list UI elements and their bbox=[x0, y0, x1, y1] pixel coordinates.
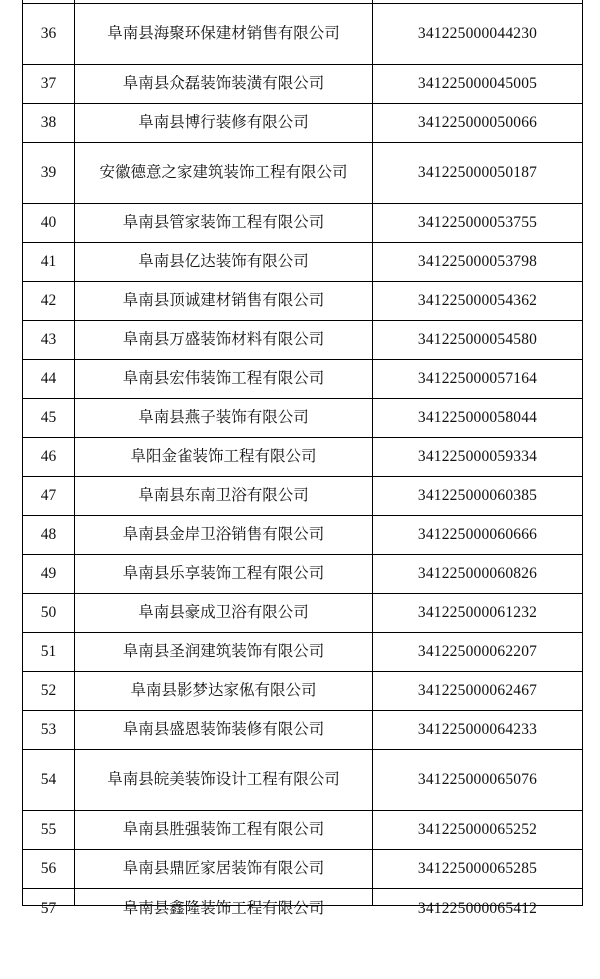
row-enterprise-name: 阜南县圣润建筑装饰有限公司 bbox=[75, 633, 373, 672]
table-row bbox=[23, 4, 583, 65]
row-index: 56 bbox=[23, 850, 75, 889]
enterprise-list-table bbox=[22, 0, 583, 917]
row-index: 52 bbox=[23, 672, 75, 711]
row-index: 43 bbox=[23, 321, 75, 360]
table-row bbox=[23, 243, 583, 282]
row-index: 48 bbox=[23, 516, 75, 555]
row-credit-code: 341225000060826 bbox=[373, 555, 583, 594]
row-index: 54 bbox=[23, 750, 75, 811]
row-enterprise-name: 阜南县影梦达家俬有限公司 bbox=[75, 672, 373, 711]
row-index: 51 bbox=[23, 633, 75, 672]
table-row bbox=[23, 555, 583, 594]
row-credit-code: 341225000061232 bbox=[373, 594, 583, 633]
row-credit-code: 341225000065252 bbox=[373, 811, 583, 850]
row-enterprise-name: 阜南县胜强装饰工程有限公司 bbox=[75, 811, 373, 850]
row-enterprise-name: 阜阳金雀装饰工程有限公司 bbox=[75, 438, 373, 477]
row-credit-code: 341225000060385 bbox=[373, 477, 583, 516]
row-index: 40 bbox=[23, 204, 75, 243]
row-enterprise-name: 阜南县豪成卫浴有限公司 bbox=[75, 594, 373, 633]
row-credit-code: 341225000053798 bbox=[373, 243, 583, 282]
row-index: 53 bbox=[23, 711, 75, 750]
row-index: 38 bbox=[23, 104, 75, 143]
table-row bbox=[23, 672, 583, 711]
table-row bbox=[23, 143, 583, 204]
row-enterprise-name: 阜南县鼎匠家居装饰有限公司 bbox=[75, 850, 373, 889]
row-credit-code: 341225000050187 bbox=[373, 143, 583, 204]
row-enterprise-name: 阜南县亿达装饰有限公司 bbox=[75, 243, 373, 282]
row-credit-code: 341225000058044 bbox=[373, 399, 583, 438]
row-credit-code: 341225000062207 bbox=[373, 633, 583, 672]
row-credit-code: 341225000054362 bbox=[373, 282, 583, 321]
row-index: 50 bbox=[23, 594, 75, 633]
row-index: 46 bbox=[23, 438, 75, 477]
row-credit-code: 341225000044230 bbox=[373, 4, 583, 65]
table-row bbox=[23, 594, 583, 633]
row-credit-code: 341225000050066 bbox=[373, 104, 583, 143]
row-enterprise-name: 阜南县顶诚建材销售有限公司 bbox=[75, 282, 373, 321]
row-credit-code: 341225000057164 bbox=[373, 360, 583, 399]
row-enterprise-name: 阜南县众磊装饰装潢有限公司 bbox=[75, 65, 373, 104]
row-enterprise-name: 阜南县管家装饰工程有限公司 bbox=[75, 204, 373, 243]
table-body bbox=[23, 0, 583, 917]
table-row bbox=[23, 711, 583, 750]
row-index: 57 bbox=[23, 889, 75, 906]
table-row bbox=[23, 282, 583, 321]
row-index: 45 bbox=[23, 399, 75, 438]
row-credit-code: 341225000065412 bbox=[373, 889, 583, 906]
row-credit-code: 341225000053755 bbox=[373, 204, 583, 243]
table-row bbox=[23, 399, 583, 438]
row-enterprise-name: 阜南县万盛装饰材料有限公司 bbox=[75, 321, 373, 360]
row-credit-code: 341225000045005 bbox=[373, 65, 583, 104]
table-row bbox=[23, 633, 583, 672]
table-row bbox=[23, 360, 583, 399]
row-index: 42 bbox=[23, 282, 75, 321]
row-enterprise-name: 阜南县皖美装饰设计工程有限公司 bbox=[75, 750, 373, 811]
row-enterprise-name: 阜南县鑫隆装饰工程有限公司 bbox=[75, 889, 373, 906]
table-row bbox=[23, 477, 583, 516]
table-row bbox=[23, 850, 583, 889]
row-credit-code: 341225000065076 bbox=[373, 750, 583, 811]
row-credit-code: 341225000065285 bbox=[373, 850, 583, 889]
row-index: 39 bbox=[23, 143, 75, 204]
row-enterprise-name: 安徽德意之家建筑装饰工程有限公司 bbox=[75, 143, 373, 204]
row-enterprise-name: 阜南县金岸卫浴销售有限公司 bbox=[75, 516, 373, 555]
row-credit-code: 341225000054580 bbox=[373, 321, 583, 360]
row-enterprise-name: 阜南县燕子装饰有限公司 bbox=[75, 399, 373, 438]
row-enterprise-name: 阜南县博行装修有限公司 bbox=[75, 104, 373, 143]
row-enterprise-name: 阜南县乐享装饰工程有限公司 bbox=[75, 555, 373, 594]
row-enterprise-name: 阜南县宏伟装饰工程有限公司 bbox=[75, 360, 373, 399]
row-index: 36 bbox=[23, 4, 75, 65]
table-row bbox=[23, 438, 583, 477]
table-row bbox=[23, 750, 583, 811]
row-credit-code: 341225000062467 bbox=[373, 672, 583, 711]
row-index: 41 bbox=[23, 243, 75, 282]
table-row bbox=[23, 516, 583, 555]
table-row bbox=[23, 104, 583, 143]
table-row bbox=[23, 811, 583, 850]
row-index: 47 bbox=[23, 477, 75, 516]
row-enterprise-name: 阜南县东南卫浴有限公司 bbox=[75, 477, 373, 516]
table-row bbox=[23, 321, 583, 360]
row-credit-code: 341225000059334 bbox=[373, 438, 583, 477]
table-row bbox=[23, 204, 583, 243]
table-row bbox=[23, 65, 583, 104]
row-index: 44 bbox=[23, 360, 75, 399]
row-credit-code: 341225000064233 bbox=[373, 711, 583, 750]
table-row-partial-bottom bbox=[23, 889, 583, 906]
row-index: 37 bbox=[23, 65, 75, 104]
row-index: 55 bbox=[23, 811, 75, 850]
row-enterprise-name: 阜南县盛恩装饰装修有限公司 bbox=[75, 711, 373, 750]
row-enterprise-name: 阜南县海聚环保建材销售有限公司 bbox=[75, 4, 373, 65]
row-index: 49 bbox=[23, 555, 75, 594]
row-credit-code: 341225000060666 bbox=[373, 516, 583, 555]
